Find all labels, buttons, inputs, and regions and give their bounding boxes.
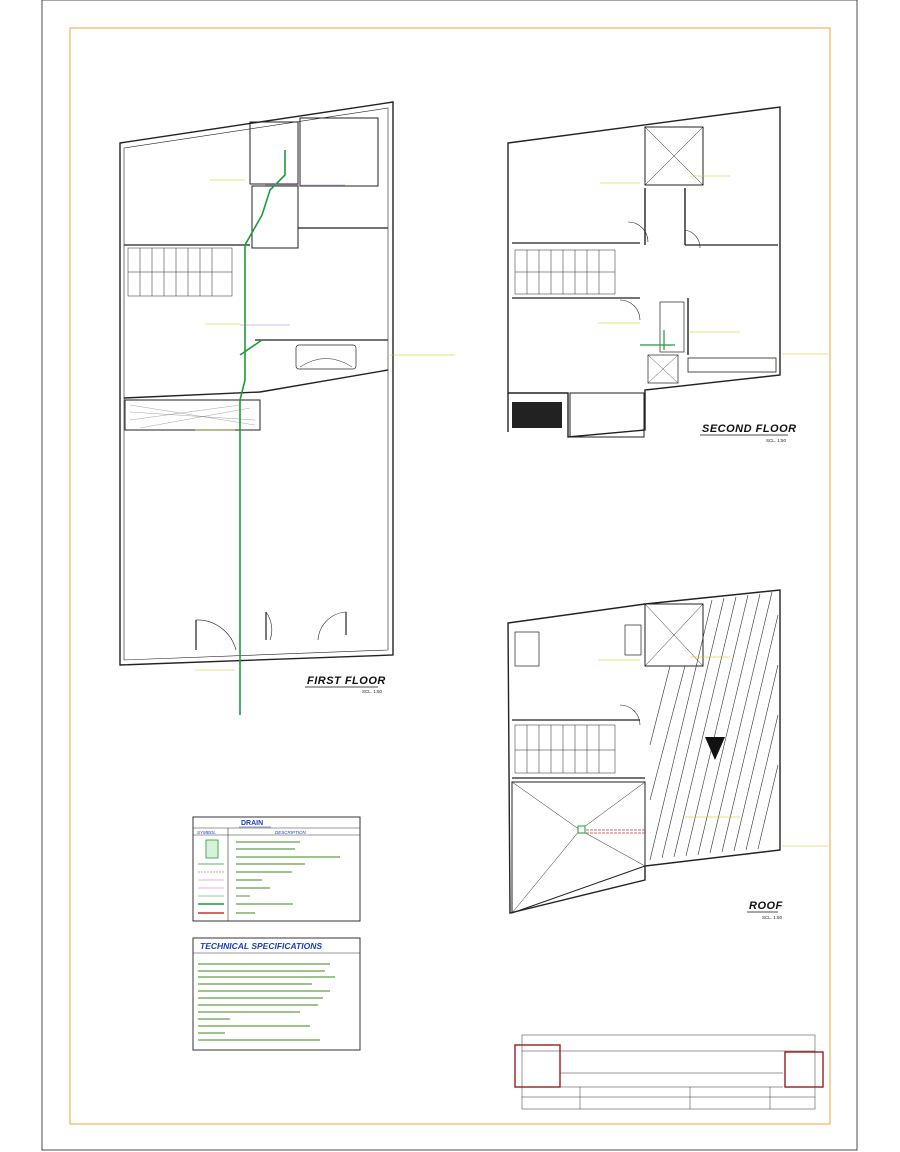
roof-stairs	[515, 725, 615, 773]
roof-plan	[508, 590, 780, 913]
second-floor-stairs	[515, 250, 615, 294]
roof-title: ROOF	[749, 900, 783, 912]
first-floor-scale: SCL. 1:50	[362, 689, 383, 694]
title-block	[515, 1035, 823, 1109]
second-floor-scale: SCL. 1:50	[766, 438, 787, 443]
drain-legend	[193, 817, 360, 921]
first-floor-drain-branches	[240, 185, 345, 325]
drain-legend-col-symbol: SYMBOL	[197, 830, 216, 835]
second-floor-drain	[640, 330, 675, 350]
roof-drain	[582, 830, 645, 833]
sheet-inner-border	[70, 28, 830, 1124]
first-floor-plan	[120, 102, 393, 665]
second-floor-planter	[688, 358, 776, 372]
second-floor-title: SECOND FLOOR	[702, 423, 797, 435]
second-floor-plan	[508, 107, 780, 437]
roof-slope-arrow-icon	[705, 737, 725, 760]
second-floor-annotations	[598, 176, 828, 354]
second-floor-stairwell-fill	[512, 402, 562, 428]
first-floor-title: FIRST FLOOR	[307, 675, 386, 687]
drain-legend-col-description: DESCRIPTION	[275, 830, 306, 835]
first-floor-stairs	[128, 248, 232, 296]
roof-deck-planks	[650, 592, 778, 860]
roof-scale: SCL. 1:50	[762, 915, 783, 920]
drain-legend-title: DRAIN	[241, 820, 264, 827]
roof-drain-outlet-icon	[578, 826, 585, 833]
technical-specifications	[193, 938, 360, 1050]
tech-specs-title: TECHNICAL SPECIFICATIONS	[200, 941, 322, 951]
first-floor-drain	[240, 150, 285, 715]
sheet-outer-border	[42, 0, 857, 1150]
